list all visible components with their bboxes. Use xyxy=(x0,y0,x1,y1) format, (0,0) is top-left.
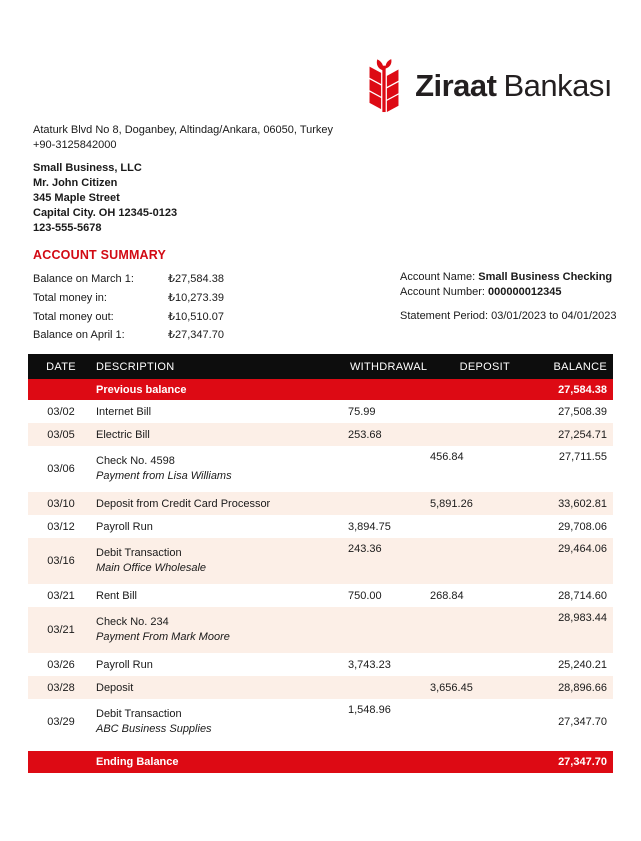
table-row xyxy=(28,515,613,538)
summary-value: ₺10,510.07 xyxy=(168,310,224,323)
cell-balance: 33,602.81 xyxy=(512,492,613,515)
cell-balance: 28,714.60 xyxy=(558,589,607,602)
summary-row xyxy=(33,308,224,327)
cell-description-note: ABC Business Supplies xyxy=(96,723,212,735)
statement-period: Statement Period: 03/01/2023 to 04/01/2023 xyxy=(400,310,617,322)
customer-line: Small Business, LLC xyxy=(33,162,142,174)
account-number-value: 000000012345 xyxy=(488,286,562,298)
cell-description: Rent Bill xyxy=(96,589,137,602)
cell-balance: 27,347.70 xyxy=(558,716,607,728)
cell-date: 03/21 xyxy=(28,607,94,653)
table-row xyxy=(28,607,613,653)
cell-description: Check No. 4598 Payment from Lisa Williams xyxy=(94,446,348,492)
account-name-label: Account Name: xyxy=(400,271,479,283)
table-row xyxy=(28,699,613,745)
table-row xyxy=(28,446,613,492)
cell-withdrawal: 3,743.23 xyxy=(348,658,391,671)
cell-deposit: 268.84 xyxy=(430,589,464,602)
cell-description: Payroll Run xyxy=(96,520,153,533)
cell-deposit xyxy=(430,653,512,676)
cell-description: Payroll Run xyxy=(96,658,153,671)
table-row xyxy=(28,584,613,607)
cell-date: 03/16 xyxy=(28,538,94,584)
cell-date: 03/26 xyxy=(47,658,75,671)
cell-balance: 27,711.55 xyxy=(558,451,607,463)
summary-value: ₺10,273.39 xyxy=(168,291,224,304)
cell-withdrawal: 3,894.75 xyxy=(348,520,391,533)
cell-description: Deposit from Credit Card Processor xyxy=(94,492,348,515)
cell-balance: 27,254.71 xyxy=(512,423,613,446)
brand-name xyxy=(415,67,612,103)
cell-withdrawal: 243.36 xyxy=(348,538,430,584)
customer-line: 123-555-5678 xyxy=(33,222,102,234)
account-number-line xyxy=(400,285,617,300)
column-header-withdrawal: WITHDRAWAL xyxy=(348,354,430,379)
cell-date: 03/10 xyxy=(28,492,94,515)
bank-address-block xyxy=(33,123,333,152)
cell-deposit xyxy=(430,699,512,745)
cell-balance: 29,464.06 xyxy=(512,538,613,584)
cell-balance: 28,896.66 xyxy=(512,676,613,699)
cell-deposit xyxy=(430,538,512,584)
previous-balance-label: Previous balance xyxy=(94,379,348,400)
cell-date: 03/12 xyxy=(47,520,75,533)
cell-description-note: Main Office Wholesale xyxy=(96,562,207,574)
previous-balance-row xyxy=(28,379,613,400)
account-summary-title: ACCOUNT SUMMARY xyxy=(33,248,167,262)
cell-date: 03/21 xyxy=(47,589,75,602)
summary-row xyxy=(33,270,224,289)
column-header-date: DATE xyxy=(28,354,94,379)
cell-balance: 28,983.44 xyxy=(512,607,613,653)
table-row xyxy=(28,423,613,446)
cell-balance: 29,708.06 xyxy=(558,520,607,533)
cell-description: Deposit xyxy=(94,676,348,699)
cell-withdrawal xyxy=(348,607,430,653)
table-row xyxy=(28,676,613,699)
cell-withdrawal: 75.99 xyxy=(348,405,376,418)
cell-date: 03/02 xyxy=(47,405,75,418)
summary-label: Balance on April 1: xyxy=(33,329,125,342)
summary-row xyxy=(33,326,224,345)
customer-line: 345 Maple Street xyxy=(33,192,120,204)
cell-deposit: 456.84 xyxy=(430,451,464,463)
cell-withdrawal xyxy=(348,492,430,515)
cell-withdrawal xyxy=(348,446,430,492)
cell-deposit xyxy=(430,400,512,423)
table-row xyxy=(28,492,613,515)
cell-description: Check No. 234 Payment From Mark Moore xyxy=(94,607,348,653)
customer-address-block xyxy=(33,161,177,236)
previous-balance-amount: 27,584.38 xyxy=(512,379,613,400)
customer-line: Capital City. OH 12345-0123 xyxy=(33,207,178,219)
bank-address: Ataturk Blvd No 8, Doganbey, Altindag/Ankara, 06050, Turkey xyxy=(33,124,334,136)
cell-withdrawal: 253.68 xyxy=(348,423,430,446)
cell-date: 03/06 xyxy=(47,463,75,475)
cell-description: Debit Transaction Main Office Wholesale xyxy=(94,538,348,584)
cell-balance: 25,240.21 xyxy=(558,658,607,671)
cell-description: Internet Bill xyxy=(96,405,152,418)
account-info-block xyxy=(400,270,617,324)
brand-word-light: Bankası xyxy=(503,67,612,103)
table-row xyxy=(28,538,613,584)
customer-line: Mr. John Citizen xyxy=(33,177,118,189)
ending-balance-amount: 27,347.70 xyxy=(512,751,613,773)
summary-row xyxy=(33,289,224,308)
ending-balance-label: Ending Balance xyxy=(94,751,348,773)
cell-description-note: Payment from Lisa Williams xyxy=(96,470,232,482)
summary-value: ₺27,584.38 xyxy=(168,273,224,285)
cell-description-note: Payment From Mark Moore xyxy=(96,631,230,643)
cell-withdrawal: 750.00 xyxy=(348,589,382,602)
cell-withdrawal: 1,548.96 xyxy=(348,704,391,716)
summary-label: Total money in: xyxy=(33,291,107,304)
table-header-row xyxy=(28,354,613,379)
transactions-table xyxy=(28,354,613,773)
account-name-line xyxy=(400,270,617,285)
summary-value: ₺27,347.70 xyxy=(168,329,224,342)
table-row xyxy=(28,653,613,676)
cell-date: 03/05 xyxy=(28,423,94,446)
column-header-description: DESCRIPTION xyxy=(94,354,348,379)
cell-description: Electric Bill xyxy=(94,423,348,446)
account-name-value: Small Business Checking xyxy=(478,271,613,283)
cell-withdrawal xyxy=(348,676,430,699)
cell-deposit: 3,656.45 xyxy=(430,676,512,699)
cell-date: 03/28 xyxy=(28,676,94,699)
cell-deposit xyxy=(430,423,512,446)
bank-phone: +90-3125842000 xyxy=(33,138,117,151)
cell-deposit xyxy=(430,607,512,653)
wheat-icon xyxy=(362,57,406,113)
column-header-deposit: DEPOSIT xyxy=(430,354,512,379)
cell-description: Debit Transaction ABC Business Supplies xyxy=(94,699,348,745)
brand-word-bold: Ziraat xyxy=(415,67,497,103)
summary-label: Balance on March 1: xyxy=(33,273,134,285)
cell-deposit: 5,891.26 xyxy=(430,492,512,515)
account-summary-list xyxy=(33,270,224,345)
ending-balance-row xyxy=(28,751,613,773)
bank-logo xyxy=(362,57,612,113)
table-row xyxy=(28,400,613,423)
cell-deposit xyxy=(430,515,512,538)
account-number-label: Account Number: xyxy=(400,286,489,298)
column-header-balance: BALANCE xyxy=(512,354,613,379)
cell-date: 03/29 xyxy=(47,716,75,728)
summary-label: Total money out: xyxy=(33,310,114,323)
cell-balance: 27,508.39 xyxy=(558,405,607,418)
